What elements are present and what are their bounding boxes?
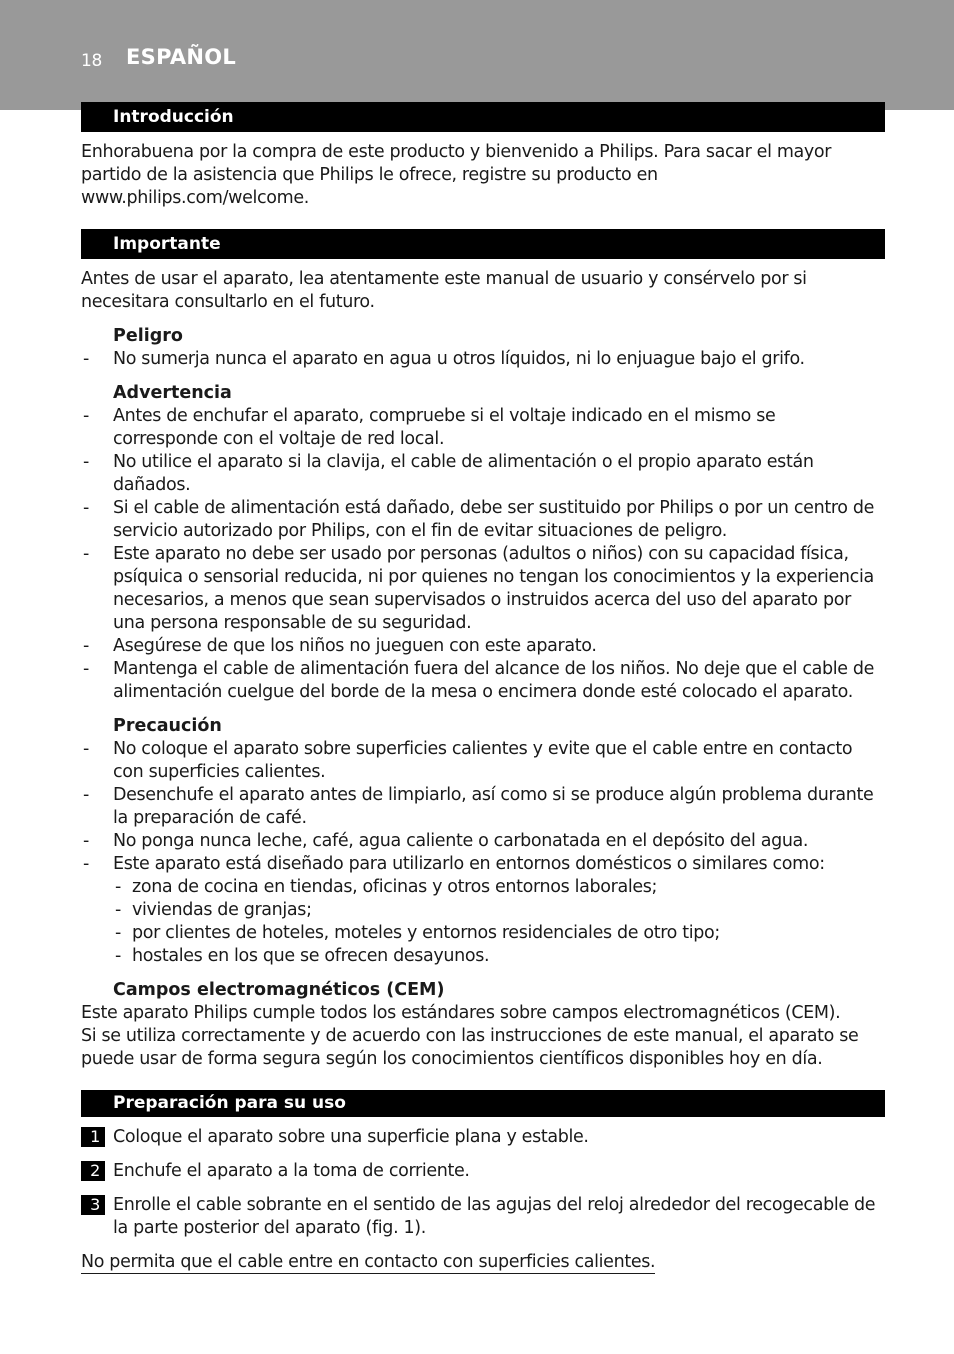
page-number: 18 [81,51,102,71]
language-title: ESPAÑOL [126,45,237,69]
list-item: - No sumerja nunca el aparato en agua u otros líquidos, ni lo enjuague bajo el grifo. [81,348,885,371]
list-item: - Mantenga el cable de alimentación fuera del alcance de los niños. No deje que el cable de alimentación cuelgue del borde de la mesa o encimera donde esté colocado el aparato. [81,658,885,704]
important-intro-paragraph: Antes de usar el aparato, lea atentamente este manual de usuario y consérvelo por si necesitara consultarlo en el futuro. [81,269,807,312]
document-body [81,102,885,1274]
list-item: - Si el cable de alimentación está dañado, debe ser sustituido por Philips o por un centro de servicio autorizado por Philips, con el fin de evitar situaciones de peligro. [81,497,885,543]
note-text: No permita que el cable entre en contacto con superficies calientes. [81,1252,656,1272]
list-item: - No coloque el aparato sobre superficies calientes y evite que el cable entre en contacto con superficies calientes. [81,738,885,784]
list-item: - Antes de enchufar el aparato, compruebe si el voltaje indicado en el mismo se corresponde con el voltaje de red local. [81,405,885,451]
list-item: - No utilice el aparato si la clavija, el cable de alimentación o el propio aparato están dañados. [81,451,885,497]
section-heading-importante: Importante [81,229,885,259]
sub-list-item: - zona de cocina en tiendas, oficinas y otros entornos laborales; [81,876,885,899]
caution-heading: Precaución [113,716,222,736]
step-2 [81,1160,885,1183]
caution-list [81,738,885,876]
danger-list [81,348,885,371]
list-item: - Asegúrese de que los niños no jueguen con este aparato. [81,635,885,658]
step-text: Enrolle el cable sobrante en el sentido de las agujas del reloj alrededor del recogecable de la parte posterior del aparato (fig. 1). [113,1195,876,1238]
warning-heading: Advertencia [113,383,232,403]
preparation-note [81,1251,885,1274]
warning-list [81,405,885,704]
step-number-badge: 1 [81,1127,105,1147]
section-heading-introduccion: Introducción [81,102,885,132]
emf-heading: Campos electromagnéticos (CEM) [113,980,445,1000]
step-text: Coloque el aparato sobre una superficie plana y estable. [113,1127,589,1147]
list-item: - Desenchufe el aparato antes de limpiarlo, así como si se produce algún problema durante la preparación de café. [81,784,885,830]
step-number-badge: 3 [81,1195,105,1215]
step-3 [81,1194,885,1240]
step-text: Enchufe el aparato a la toma de corriente. [113,1161,470,1181]
sub-list-item: - por clientes de hoteles, moteles y entornos residenciales de otro tipo; [81,922,885,945]
step-1 [81,1126,885,1149]
list-item: - No ponga nunca leche, café, agua caliente o carbonatada en el depósito del agua. [81,830,885,853]
list-item: - Este aparato no debe ser usado por personas (adultos o niños) con su capacidad física, psíquica o sensorial reducida, ni por quienes no tengan los conocimientos y la experiencia necesarios, a menos que sean supervisados o instruidos acerca del uso del aparato por una persona responsable de su seguridad. [81,543,885,635]
danger-heading: Peligro [113,326,183,346]
sub-list-item: - hostales en los que se ofrecen desayunos. [81,945,885,968]
emf-paragraph-1: Este aparato Philips cumple todos los estándares sobre campos electromagnéticos (CEM). [81,1003,841,1023]
list-item: - Este aparato está diseñado para utilizarlo en entornos domésticos o similares como: [81,853,885,876]
step-number-badge: 2 [81,1161,105,1181]
page-header [0,0,954,110]
emf-paragraph-2: Si se utiliza correctamente y de acuerdo con las instrucciones de este manual, el aparato se puede usar de forma segura según los conocimientos científicos disponibles hoy en día. [81,1026,859,1069]
section-heading-preparacion: Preparación para su uso [81,1090,885,1117]
intro-paragraph: Enhorabuena por la compra de este producto y bienvenido a Philips. Para sacar el mayor partido de la asistencia que Philips le ofrece, registre su producto en www.philips.com/welcome. [81,142,832,208]
caution-sub-list [81,876,885,968]
sub-list-item: - viviendas de granjas; [81,899,885,922]
